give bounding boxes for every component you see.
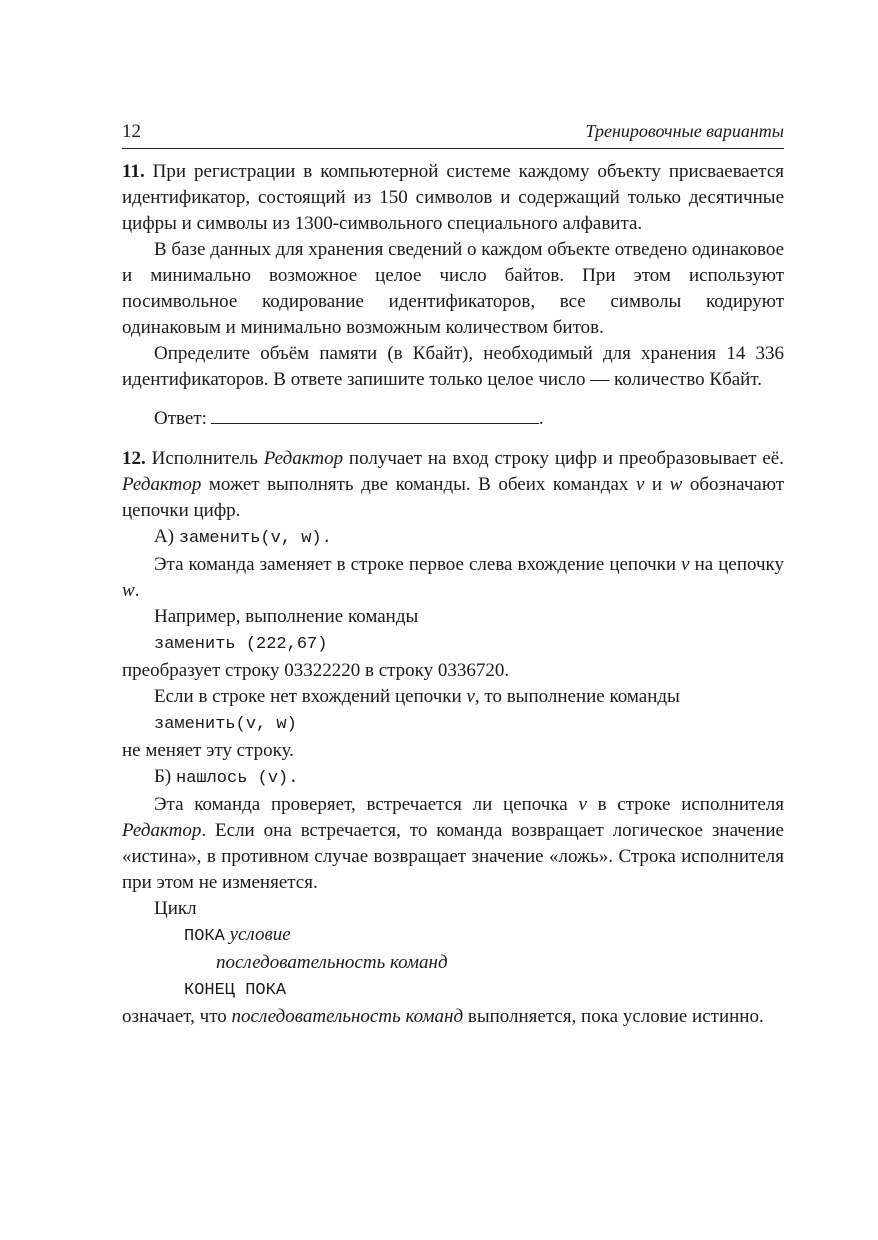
loop-while: ПОКА условие [184, 924, 291, 946]
page-number: 12 [122, 121, 141, 142]
running-title: Тренировочные варианты [585, 121, 784, 141]
task11-para2: В базе данных для хранения сведений о каждом объекте отведено одинаковое и минимально возможное целое число байтов. При этом используют посимвольное кодирование идентификаторов, все символы кодируют одинаковым и минимально возможным количеством битов. [122, 239, 785, 338]
example-result: преобразует строку 03322220 в строку 0336720. [122, 660, 510, 681]
answer-blank[interactable] [211, 405, 539, 424]
no-match: Если в строке нет вхождений цепочки v, то выполнение команды [154, 686, 680, 707]
cmd-a: А) заменить(v, w). [154, 526, 332, 548]
task11-para1 [122, 159, 784, 237]
cmd-a-desc: Эта команда заменяет в строке первое слева вхождение цепочки v на цепочку w. [122, 554, 785, 601]
cmd-b-desc: Эта команда проверяет, встречается ли цепочка v в строке исполнителя Редактор. Если она встречается, то команда возвращает логическое значение «истина», в противном случае возвращает значение «ложь». Строка исполнителя при этом не изменяется. [122, 794, 784, 893]
loop-desc: означает, что последовательность команд выполняется, пока условие истинно. [122, 1006, 764, 1027]
example-cmd: заменить (222,67) [154, 635, 328, 654]
answer-label: Ответ: [154, 408, 207, 429]
header-rule [122, 148, 784, 149]
task12-number: 12. [122, 448, 146, 469]
example-intro: Например, выполнение команды [154, 606, 419, 627]
task11-text1: При регистрации в компьютерной системе каждому объекту присваевается идентификатор, состоящий из 150 символов и содержащий только десятичные цифры и символы из 1300-символьного специального алфавита. [122, 161, 785, 234]
loop-label: Цикл [154, 898, 197, 919]
task11-number: 11. [122, 161, 145, 182]
no-match-cmd: заменить(v, w) [154, 715, 297, 734]
page-header [122, 118, 784, 148]
task11-para3: Определите объём памяти (в Кбайт), необходимый для хранения 14 336 идентификаторов. В ответе запишите только целое число — количество Кбайт. [122, 343, 784, 390]
no-match-result: не меняет эту строку. [122, 740, 294, 761]
cmd-b: Б) нашлось (v). [154, 766, 299, 788]
answer-row: Ответ: . [122, 405, 784, 432]
loop-body: последовательность команд [216, 952, 448, 973]
task12-intro: 12. Исполнитель Редактор получает на вход строку цифр и преобразовывает её. Редактор может выполнять две команды. В обеих командах v и w обозначают цепочки цифр. [122, 448, 785, 521]
page [122, 118, 784, 1030]
loop-end: КОНЕЦ ПОКА [184, 981, 287, 1000]
